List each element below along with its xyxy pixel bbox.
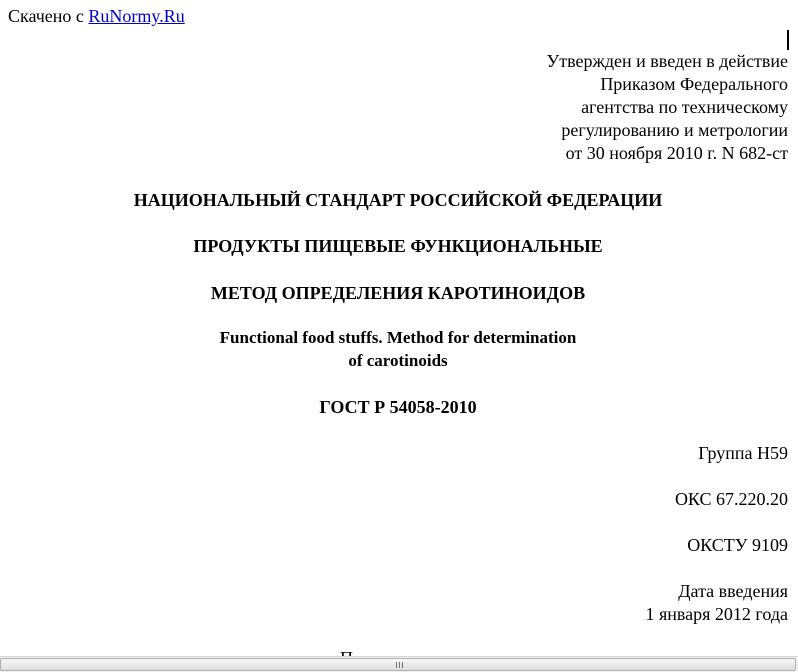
- okstu-code: ОКСТУ 9109: [687, 535, 788, 555]
- grip-icon: [396, 662, 405, 668]
- approval-line: агентства по техническому: [581, 97, 788, 117]
- approval-line: Утвержден и введен в действие: [546, 51, 788, 71]
- source-line: [8, 6, 185, 26]
- method-title: МЕТОД ОПРЕДЕЛЕНИЯ КАРОТИНОИДОВ: [210, 283, 586, 303]
- scrollbar-thumb[interactable]: [0, 658, 796, 671]
- approval-line: от 30 ноября 2010 г. N 682-ст: [565, 143, 788, 163]
- english-title-line2: of carotinoids: [348, 351, 448, 370]
- group-code: Группа Н59: [698, 443, 788, 463]
- gost-number: ГОСТ Р 54058-2010: [319, 397, 477, 417]
- intro-date-value: 1 января 2012 года: [645, 604, 788, 624]
- national-standard-title: НАЦИОНАЛЬНЫЙ СТАНДАРТ РОССИЙСКОЙ ФЕДЕРАЦИИ: [133, 190, 663, 210]
- source-link[interactable]: RuNormy.Ru: [88, 6, 185, 26]
- horizontal-scrollbar[interactable]: [0, 656, 798, 672]
- approval-line: Приказом Федерального: [600, 74, 788, 94]
- text-cursor: [787, 30, 789, 50]
- approval-line: регулированию и метрологии: [561, 120, 788, 140]
- english-title-line1: Functional food stuffs. Method for determination: [219, 328, 577, 347]
- oks-code: ОКС 67.220.20: [674, 489, 788, 509]
- approval-block: [546, 50, 788, 165]
- intro-date-label: Дата введения: [678, 581, 788, 601]
- intro-date-block: [645, 580, 788, 626]
- product-title: ПРОДУКТЫ ПИЩЕВЫЕ ФУНКЦИОНАЛЬНЫЕ: [193, 236, 603, 256]
- source-prefix: Скачено с: [8, 6, 89, 26]
